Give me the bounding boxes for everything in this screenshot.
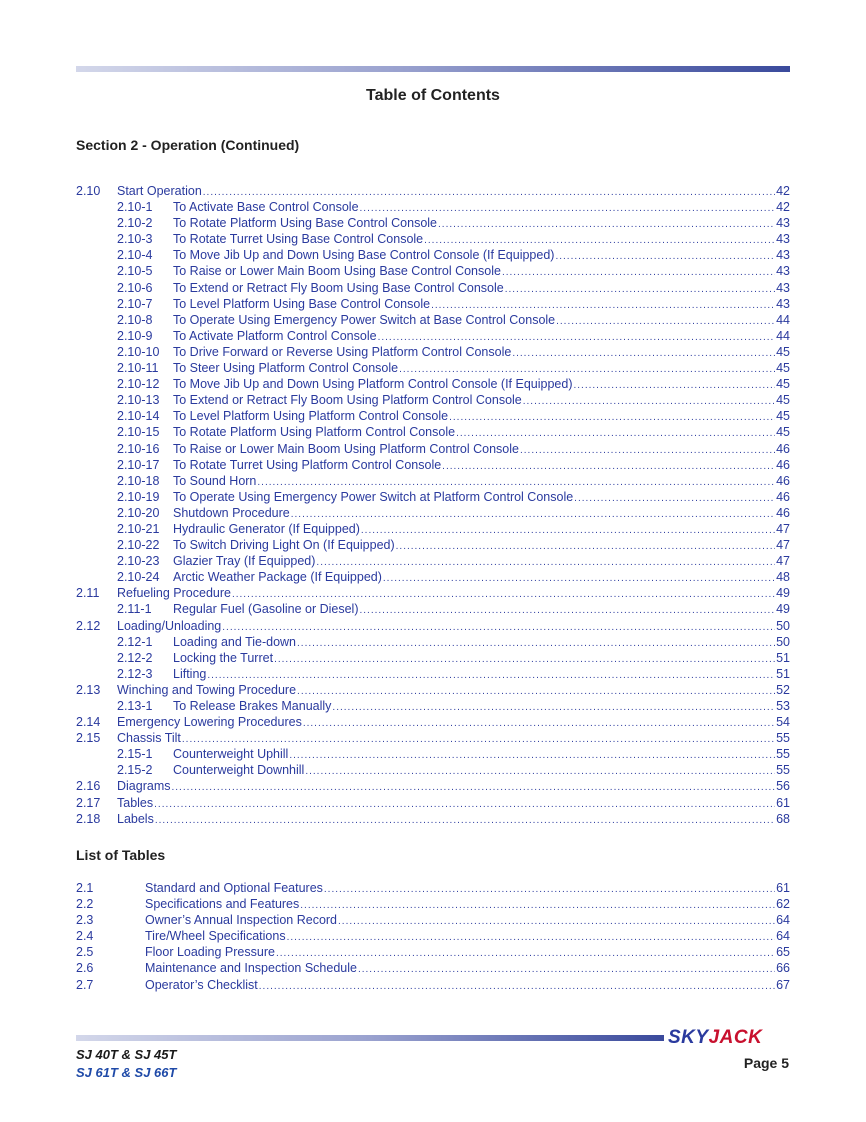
entry-number: 2.12-2 xyxy=(117,650,153,665)
entry-number: 2.14 xyxy=(76,715,101,730)
entry-number: 2.13-1 xyxy=(117,699,153,713)
dot-leader xyxy=(555,249,775,265)
toc-entry[interactable] xyxy=(76,263,790,279)
entry-page: 64 xyxy=(776,929,790,944)
toc-entry[interactable] xyxy=(76,618,790,634)
entry-title: Start Operation xyxy=(117,184,202,198)
entry-number: 2.10-4 xyxy=(117,248,153,263)
toc-entry[interactable] xyxy=(76,215,790,231)
toc-entry[interactable] xyxy=(76,199,790,215)
entry-number: 2.10-19 xyxy=(117,489,160,504)
entry-title: To Level Platform Using Platform Control Console xyxy=(173,409,449,424)
toc-entry[interactable] xyxy=(76,296,790,312)
entry-number: 2.10-12 xyxy=(117,377,160,392)
toc-entry[interactable] xyxy=(76,569,790,585)
entry-title: To Operate Using Emergency Power Switch at Base Control Console xyxy=(173,312,556,327)
entry-page: 66 xyxy=(776,961,790,976)
entry-number: 2.10-9 xyxy=(117,328,153,343)
entry-page: 42 xyxy=(776,184,790,198)
entry-title: To Activate Platform Control Console xyxy=(173,328,377,343)
entry-title: Chassis Tilt xyxy=(117,731,181,746)
entry-title: To Steer Using Platform Control Console xyxy=(173,361,399,376)
entry-title: To Activate Base Control Console xyxy=(173,200,359,215)
entry-page: 46 xyxy=(776,473,790,488)
entry-title: Tables xyxy=(117,795,154,810)
entry-title: Diagrams xyxy=(117,779,171,794)
entry-title: Tire/Wheel Specifications xyxy=(145,929,286,944)
entry-title: Glazier Tray (If Equipped) xyxy=(173,554,316,569)
entry-title: To Level Platform Using Base Control Console xyxy=(173,296,431,311)
entry-number: 2.10-11 xyxy=(117,361,159,376)
entry-page: 46 xyxy=(776,457,790,472)
toc-entry[interactable] xyxy=(76,553,790,569)
entry-number: 2.10-23 xyxy=(117,554,160,569)
toc-entry[interactable] xyxy=(76,537,790,553)
dot-leader xyxy=(172,780,776,796)
entry-number: 2.10-1 xyxy=(117,200,153,215)
entry-title: Standard and Optional Features xyxy=(145,881,323,895)
toc-entry[interactable] xyxy=(76,328,790,344)
table-entry[interactable] xyxy=(76,944,790,960)
entry-page: 43 xyxy=(776,280,790,295)
dot-leader xyxy=(297,636,775,652)
entry-title: To Raise or Lower Main Boom Using Platform Control Console xyxy=(173,441,519,456)
section-heading: Section 2 - Operation (Continued) xyxy=(76,137,300,153)
entry-page: 55 xyxy=(776,747,790,762)
toc-entry[interactable] xyxy=(76,634,790,650)
toc-entry[interactable] xyxy=(76,746,790,762)
entry-page: 43 xyxy=(776,232,790,247)
entry-number: 2.17 xyxy=(76,795,101,810)
entry-number: 2.10-7 xyxy=(117,296,153,311)
entry-title: To Extend or Retract Fly Boom Using Platform Control Console xyxy=(173,393,522,408)
toc-entry[interactable] xyxy=(76,231,790,247)
entry-page: 47 xyxy=(776,538,790,553)
entry-number: 2.12-3 xyxy=(117,666,153,681)
list-of-tables-heading: List of Tables xyxy=(76,847,166,863)
dot-leader xyxy=(287,930,776,946)
entry-page: 46 xyxy=(776,505,790,520)
toc-entry[interactable] xyxy=(76,714,790,730)
entry-page: 45 xyxy=(776,393,790,408)
entry-number: 2.10-20 xyxy=(117,505,160,520)
entry-page: 61 xyxy=(776,881,790,895)
entry-page: 47 xyxy=(776,554,790,569)
entry-page: 64 xyxy=(776,913,790,928)
entry-number: 2.10-24 xyxy=(117,570,160,585)
entry-page: 67 xyxy=(776,977,790,992)
table-entry[interactable] xyxy=(76,977,790,993)
entry-title: To Extend or Retract Fly Boom Using Base Control Console xyxy=(173,280,504,295)
dot-leader xyxy=(449,410,775,426)
entry-page: 53 xyxy=(776,699,790,713)
entry-page: 50 xyxy=(776,634,790,649)
entry-title: Hydraulic Generator (If Equipped) xyxy=(173,521,360,536)
entry-title: To Rotate Platform Using Platform Control Console xyxy=(173,425,456,440)
entry-page: 43 xyxy=(776,216,790,231)
entry-page: 43 xyxy=(776,248,790,263)
entry-title: Specifications and Features xyxy=(145,897,300,912)
dot-leader xyxy=(300,898,775,914)
entry-number: 2.1 xyxy=(76,881,94,895)
entry-title: Loading and Tie-down xyxy=(173,634,297,649)
toc-entry[interactable] xyxy=(76,360,790,376)
entry-page: 51 xyxy=(776,666,790,681)
toc-entry[interactable] xyxy=(76,795,790,811)
entry-title: Labels xyxy=(117,811,154,826)
entry-page: 45 xyxy=(776,377,790,392)
toc-entry[interactable] xyxy=(76,698,790,714)
table-entry[interactable] xyxy=(76,880,790,896)
entry-title: To Rotate Turret Using Base Control Console xyxy=(173,232,424,247)
entry-page: 43 xyxy=(776,264,790,279)
model-line-1: SJ 40T & SJ 45T xyxy=(76,1047,177,1062)
entry-number: 2.4 xyxy=(76,929,94,944)
toc-entry[interactable] xyxy=(76,183,790,199)
entry-page: 45 xyxy=(776,409,790,424)
entry-page: 42 xyxy=(776,200,790,215)
footer-rule xyxy=(76,1035,664,1041)
entry-number: 2.12 xyxy=(76,618,101,633)
entry-page: 55 xyxy=(776,763,790,778)
page-title: Table of Contents xyxy=(366,87,500,104)
entry-title: Counterweight Uphill xyxy=(173,747,289,762)
entry-number: 2.12-1 xyxy=(117,634,153,649)
entry-title: Locking the Turret xyxy=(173,650,274,665)
entry-title: Refueling Procedure xyxy=(117,586,231,601)
entry-page: 54 xyxy=(776,715,790,730)
tables-list xyxy=(76,880,790,993)
dot-leader xyxy=(438,217,775,233)
dot-leader xyxy=(259,979,775,995)
dot-leader xyxy=(289,748,775,764)
entry-page: 45 xyxy=(776,361,790,376)
entry-page: 65 xyxy=(776,945,790,960)
dot-leader xyxy=(383,571,775,587)
entry-page: 49 xyxy=(776,586,790,601)
entry-title: Maintenance and Inspection Schedule xyxy=(145,961,357,976)
entry-page: 55 xyxy=(776,731,790,746)
page-number: Page 5 xyxy=(743,1055,789,1071)
toc-entry[interactable] xyxy=(76,730,790,746)
toc-entry[interactable] xyxy=(76,344,790,360)
entry-title: To Move Jib Up and Down Using Platform Control Console (If Equipped) xyxy=(173,377,573,392)
dot-leader xyxy=(574,378,776,394)
logo-text-jack: JACK xyxy=(708,1027,763,1048)
toc-entry[interactable] xyxy=(76,778,790,794)
toc-entry[interactable] xyxy=(76,601,790,617)
entry-page: 48 xyxy=(776,570,790,585)
entry-title: To Operate Using Emergency Power Switch at Platform Control Console xyxy=(173,489,574,504)
dot-leader xyxy=(297,684,775,700)
entry-title: Lifting xyxy=(173,666,207,681)
model-line-2: SJ 61T & SJ 66T xyxy=(76,1065,177,1080)
entry-title: To Release Brakes Manually xyxy=(173,699,332,713)
entry-title: To Rotate Platform Using Base Control Console xyxy=(173,216,438,231)
entry-number: 2.6 xyxy=(76,961,94,976)
toc-entry[interactable] xyxy=(76,585,790,601)
entry-number: 2.10-16 xyxy=(117,441,160,456)
entry-title: Loading/Unloading xyxy=(117,618,222,633)
entry-page: 62 xyxy=(776,897,790,912)
dot-leader xyxy=(574,491,775,507)
entry-title: To Sound Horn xyxy=(173,473,257,488)
entry-page: 52 xyxy=(776,682,790,697)
entry-title: To Move Jib Up and Down Using Base Control Console (If Equipped) xyxy=(173,248,555,263)
entry-number: 2.10 xyxy=(76,184,101,198)
dot-leader xyxy=(512,346,775,362)
entry-page: 47 xyxy=(776,521,790,536)
dot-leader xyxy=(154,797,775,813)
table-entry[interactable] xyxy=(76,896,790,912)
dot-leader xyxy=(520,443,775,459)
entry-number: 2.18 xyxy=(76,811,101,826)
dot-leader xyxy=(316,555,775,571)
dot-leader xyxy=(523,394,775,410)
entry-number: 2.10-22 xyxy=(117,538,160,553)
toc-entry[interactable] xyxy=(76,473,790,489)
toc-entry[interactable] xyxy=(76,666,790,682)
table-entry[interactable] xyxy=(76,928,790,944)
dot-leader xyxy=(155,813,775,829)
entry-number: 2.10-10 xyxy=(117,344,160,359)
entry-page: 49 xyxy=(776,602,790,617)
logo-text-sky: SKY xyxy=(668,1027,709,1048)
dot-leader xyxy=(505,282,775,298)
dot-leader xyxy=(396,539,775,555)
table-entry[interactable] xyxy=(76,912,790,928)
entry-page: 44 xyxy=(776,312,790,327)
entry-number: 2.11-1 xyxy=(117,602,152,617)
toc-entry[interactable] xyxy=(76,762,790,778)
toc-entry[interactable] xyxy=(76,489,790,505)
toc-entry[interactable] xyxy=(76,376,790,392)
entry-page: 45 xyxy=(776,344,790,359)
dot-leader xyxy=(442,459,775,475)
entry-page: 51 xyxy=(776,650,790,665)
toc-entry[interactable] xyxy=(76,247,790,263)
toc-entry[interactable] xyxy=(76,392,790,408)
entry-number: 2.5 xyxy=(76,945,94,960)
entry-number: 2.10-14 xyxy=(117,409,160,424)
entry-title: Arctic Weather Package (If Equipped) xyxy=(173,570,382,585)
entry-number: 2.16 xyxy=(76,779,101,794)
entry-page: 61 xyxy=(776,795,790,810)
toc-entry[interactable] xyxy=(76,811,790,827)
entry-title: Winching and Towing Procedure xyxy=(117,682,297,697)
entry-title: Operator’s Checklist xyxy=(145,977,258,992)
dot-leader xyxy=(502,265,775,281)
dot-leader xyxy=(305,764,775,780)
entry-number: 2.3 xyxy=(76,913,94,928)
dot-leader xyxy=(303,716,775,732)
entry-number: 2.10-2 xyxy=(117,216,153,231)
dot-leader xyxy=(556,314,775,330)
entry-number: 2.10-6 xyxy=(117,280,153,295)
entry-number: 2.15 xyxy=(76,731,101,746)
toc-entry[interactable] xyxy=(76,408,790,424)
entry-number: 2.15-2 xyxy=(117,763,153,778)
toc-entry[interactable] xyxy=(76,505,790,521)
skyjack-logo xyxy=(668,1027,762,1049)
dot-leader xyxy=(358,962,775,978)
dot-leader xyxy=(324,882,775,898)
entry-number: 2.11 xyxy=(76,586,100,601)
dot-leader xyxy=(332,700,775,716)
entry-title: Shutdown Procedure xyxy=(173,505,290,520)
entry-title: To Raise or Lower Main Boom Using Base Control Console xyxy=(173,264,501,279)
entry-title: Counterweight Downhill xyxy=(173,763,305,778)
dot-leader xyxy=(291,507,775,523)
entry-title: Floor Loading Pressure xyxy=(145,945,275,960)
entry-page: 50 xyxy=(776,618,790,633)
toc-entry[interactable] xyxy=(76,521,790,537)
entry-number: 2.10-21 xyxy=(117,521,160,536)
toc-entry[interactable] xyxy=(76,682,790,698)
entry-number: 2.10-3 xyxy=(117,232,153,247)
entry-page: 43 xyxy=(776,296,790,311)
entry-page: 46 xyxy=(776,489,790,504)
dot-leader xyxy=(360,603,776,619)
toc-entry[interactable] xyxy=(76,424,790,440)
dot-leader xyxy=(338,914,775,930)
entry-title: Regular Fuel (Gasoline or Diesel) xyxy=(173,602,359,617)
entry-number: 2.10-15 xyxy=(117,425,160,440)
entry-number: 2.15-1 xyxy=(117,747,153,762)
entry-title: To Rotate Turret Using Platform Control Console xyxy=(173,457,442,472)
dot-leader xyxy=(361,523,775,539)
entry-page: 46 xyxy=(776,441,790,456)
entry-number: 2.10-13 xyxy=(117,393,160,408)
entry-number: 2.10-5 xyxy=(117,264,153,279)
toc-list xyxy=(76,183,790,827)
entry-title: To Switch Driving Light On (If Equipped) xyxy=(173,538,395,553)
entry-number: 2.10-8 xyxy=(117,312,153,327)
table-entry[interactable] xyxy=(76,960,790,976)
toc-entry[interactable] xyxy=(76,441,790,457)
entry-page: 56 xyxy=(776,779,790,794)
entry-page: 45 xyxy=(776,425,790,440)
entry-number: 2.10-18 xyxy=(117,473,160,488)
toc-entry[interactable] xyxy=(76,457,790,473)
toc-entry[interactable] xyxy=(76,650,790,666)
entry-number: 2.10-17 xyxy=(117,457,160,472)
entry-page: 68 xyxy=(776,811,790,826)
toc-entry[interactable] xyxy=(76,312,790,328)
toc-entry[interactable] xyxy=(76,280,790,296)
entry-number: 2.7 xyxy=(76,977,94,992)
entry-number: 2.13 xyxy=(76,682,101,697)
entry-title: To Drive Forward or Reverse Using Platform Control Console xyxy=(173,344,512,359)
dot-leader xyxy=(222,620,775,636)
entry-title: Emergency Lowering Procedures xyxy=(117,715,302,730)
entry-number: 2.2 xyxy=(76,897,94,912)
dot-leader xyxy=(274,652,775,668)
header-rule xyxy=(76,66,790,72)
entry-page: 44 xyxy=(776,328,790,343)
entry-title: Owner’s Annual Inspection Record xyxy=(145,913,338,928)
